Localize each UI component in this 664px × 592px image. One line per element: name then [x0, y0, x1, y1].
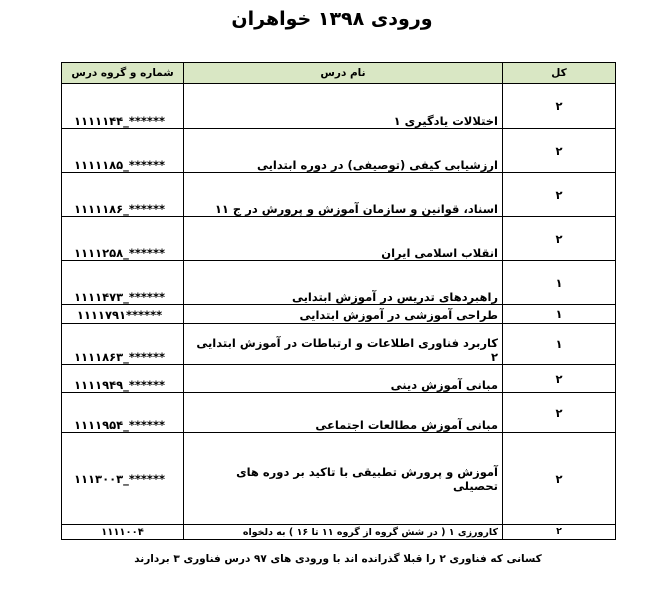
course-name-cell: ارزشیابی کیفی (توصیفی) در دوره ابتدایی — [184, 129, 503, 173]
course-code: ۱۱۱۱۹۴۹_ — [74, 378, 129, 392]
course-code: ۱۱۱۱۸۶۳_ — [74, 350, 129, 364]
course-code: ۱۱۱۱۷۹۱ — [76, 308, 127, 322]
group-stars: ****** — [128, 350, 165, 364]
course-code: ۱۱۱۱۱۸۵_ — [74, 158, 129, 172]
group-stars: ****** — [128, 246, 165, 260]
course-name-cell: اختلالات یادگیری ۱ — [184, 84, 503, 129]
units-cell: ۱ — [503, 324, 616, 365]
units-cell: ۲ — [503, 129, 616, 173]
course-name-cell: انقلاب اسلامی ایران — [184, 217, 503, 261]
course-code-cell — [62, 365, 184, 393]
course-code-cell — [62, 217, 184, 261]
units-cell: ۲ — [503, 525, 616, 540]
course-code-cell — [62, 84, 184, 129]
units-cell: ۲ — [503, 393, 616, 433]
group-stars: ****** — [128, 202, 165, 216]
table-footer-row — [62, 525, 616, 540]
course-name-cell: کاربرد فناوری اطلاعات و ارتباطات در آموزش ابتدایی ۲ — [184, 324, 503, 365]
units-cell: ۱ — [503, 261, 616, 305]
footnote: کسانی که فناوری ۲ را قبلا گذرانده اند با ورودی های ۹۷ درس فناوری ۳ بردارند — [134, 553, 542, 565]
units-cell: ۲ — [503, 217, 616, 261]
units-cell: ۲ — [503, 84, 616, 129]
course-name-cell: مبانی آموزش مطالعات اجتماعی — [184, 393, 503, 433]
course-code-cell — [62, 433, 184, 525]
course-code: ۱۱۱۱۱۴۴_ — [74, 114, 129, 128]
group-stars: ****** — [128, 158, 165, 172]
course-name-cell: کارورزی ۱ ( در شش گروه از گروه ۱۱ تا ۱۶ ) به دلخواه — [184, 525, 503, 540]
units-cell: ۱ — [503, 305, 616, 324]
group-stars: ****** — [128, 471, 165, 486]
course-table — [61, 62, 616, 540]
table-row — [62, 173, 616, 217]
group-stars: ****** — [128, 418, 165, 432]
course-name-cell: مبانی آموزش دینی — [184, 365, 503, 393]
course-code-cell — [62, 305, 184, 324]
course-name-cell: راهبردهای تدریس در آموزش ابتدایی — [184, 261, 503, 305]
table-row — [62, 433, 616, 525]
course-code-cell — [62, 324, 184, 365]
table-row — [62, 129, 616, 173]
course-code: ۱۱۱۱۲۵۸_ — [74, 246, 129, 260]
page-title: ورودی ۱۳۹۸ خواهران — [231, 8, 433, 30]
table-row — [62, 84, 616, 129]
group-stars: ****** — [126, 308, 163, 322]
units-cell: ۲ — [503, 365, 616, 393]
group-stars: ****** — [128, 290, 165, 304]
course-code: ۱۱۱۱۰۰۴ — [101, 527, 144, 538]
header-units: کل — [503, 63, 616, 84]
course-code-cell — [62, 525, 184, 540]
course-name-cell: طراحی آموزشی در آموزش ابتدایی — [184, 305, 503, 324]
units-cell: ۲ — [503, 433, 616, 525]
course-code-cell — [62, 261, 184, 305]
table-row — [62, 393, 616, 433]
header-course-name: نام درس — [184, 63, 503, 84]
course-code: ۱۱۱۳۰۰۳_ — [74, 471, 129, 486]
table-row — [62, 305, 616, 324]
table-row — [62, 324, 616, 365]
group-stars: ****** — [128, 114, 165, 128]
table-row — [62, 365, 616, 393]
table-header-row — [62, 63, 616, 84]
course-code-cell — [62, 393, 184, 433]
course-code: ۱۱۱۱۴۷۳_ — [74, 290, 129, 304]
course-name-cell: آموزش و پرورش تطبیقی با تاکید بر دوره های تحصیلی — [184, 433, 503, 525]
course-code-cell — [62, 129, 184, 173]
course-name-cell: اسناد، قوانین و سازمان آموزش و پرورش در ج ۱۱ — [184, 173, 503, 217]
units-cell: ۲ — [503, 173, 616, 217]
course-code-cell — [62, 173, 184, 217]
course-code: ۱۱۱۱۱۸۶_ — [74, 202, 129, 216]
table-row — [62, 217, 616, 261]
group-stars: ****** — [128, 378, 165, 392]
course-code: ۱۱۱۱۹۵۴_ — [74, 418, 129, 432]
header-course-code: شماره و گروه درس — [62, 63, 184, 84]
table-row — [62, 261, 616, 305]
